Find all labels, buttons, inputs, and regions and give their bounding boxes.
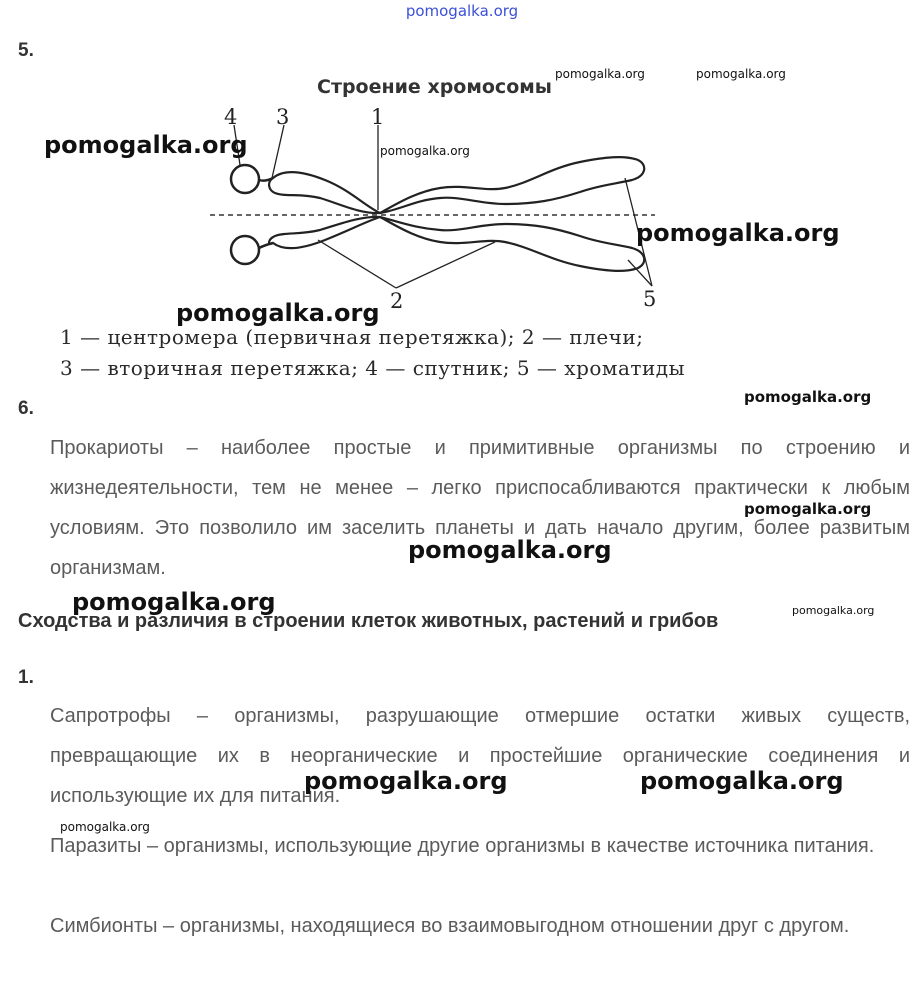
watermark: pomogalka.org <box>72 588 276 616</box>
watermark: pomogalka.org <box>636 219 840 247</box>
label-4: 4 <box>224 105 238 129</box>
label-2: 2 <box>390 289 404 313</box>
legend-line-1: 1 — центромера (первичная перетяжка); 2 — плечи; <box>60 325 644 349</box>
watermark-small: pomogalka.org <box>60 820 150 834</box>
prokaryotes-paragraph: Прокариоты – наиболее простые и примитивные организмы по строению и жизнедеятельности, тем не менее – легко приспосабливаются практически к любым условиям. Это позволило им заселить планеты и дать начало другим, более развитым организмам. <box>50 437 910 579</box>
section-5-number: 5. <box>18 40 34 61</box>
section-heading: Сходства и различия в строении клеток животных, растений и грибов <box>18 610 719 632</box>
chromosome-diagram <box>200 100 680 315</box>
watermark-small: pomogalka.org <box>744 500 872 518</box>
section-6-number: 6. <box>18 398 34 419</box>
watermark-small: pomogalka.org <box>555 67 645 81</box>
label-5: 5 <box>643 287 657 311</box>
section-1-number: 1. <box>18 667 34 688</box>
label-1: 1 <box>371 105 385 129</box>
saprotrophs-paragraph: Сапротрофы – организмы, разрушающие отмершие остатки живых существ, превращающие их в неорганические и простейшие органические соединения и использующие их для питания. <box>50 705 910 807</box>
satellite-upper <box>231 165 259 193</box>
figure-title: Строение хромосомы <box>317 76 552 98</box>
chromatid-upper <box>269 157 644 213</box>
satellite-lower <box>231 236 259 264</box>
watermark-top: pomogalka.org <box>405 2 519 20</box>
leader-2b <box>396 242 495 288</box>
watermark: pomogalka.org <box>44 131 248 159</box>
watermark-small: pomogalka.org <box>696 67 786 81</box>
watermark: pomogalka.org <box>640 767 844 795</box>
parasites-paragraph: Паразиты – организмы, использующие другие организмы в качестве источника питания. <box>50 835 875 857</box>
label-3: 3 <box>276 105 290 129</box>
watermark-small: pomogalka.org <box>380 144 470 158</box>
symbionts-paragraph: Симбионты – организмы, находящиеся во взаимовыгодном отношении друг с другом. <box>50 915 850 937</box>
watermark: pomogalka.org <box>304 767 508 795</box>
legend-line-2: 3 — вторичная перетяжка; 4 — спутник; 5 — хроматиды <box>60 356 686 380</box>
watermark-small: pomogalka.org <box>792 604 875 617</box>
watermark: pomogalka.org <box>176 299 380 327</box>
watermark: pomogalka.org <box>408 536 612 564</box>
leader-3 <box>272 125 284 178</box>
watermark-small: pomogalka.org <box>744 388 872 406</box>
leader-2a <box>318 240 396 288</box>
